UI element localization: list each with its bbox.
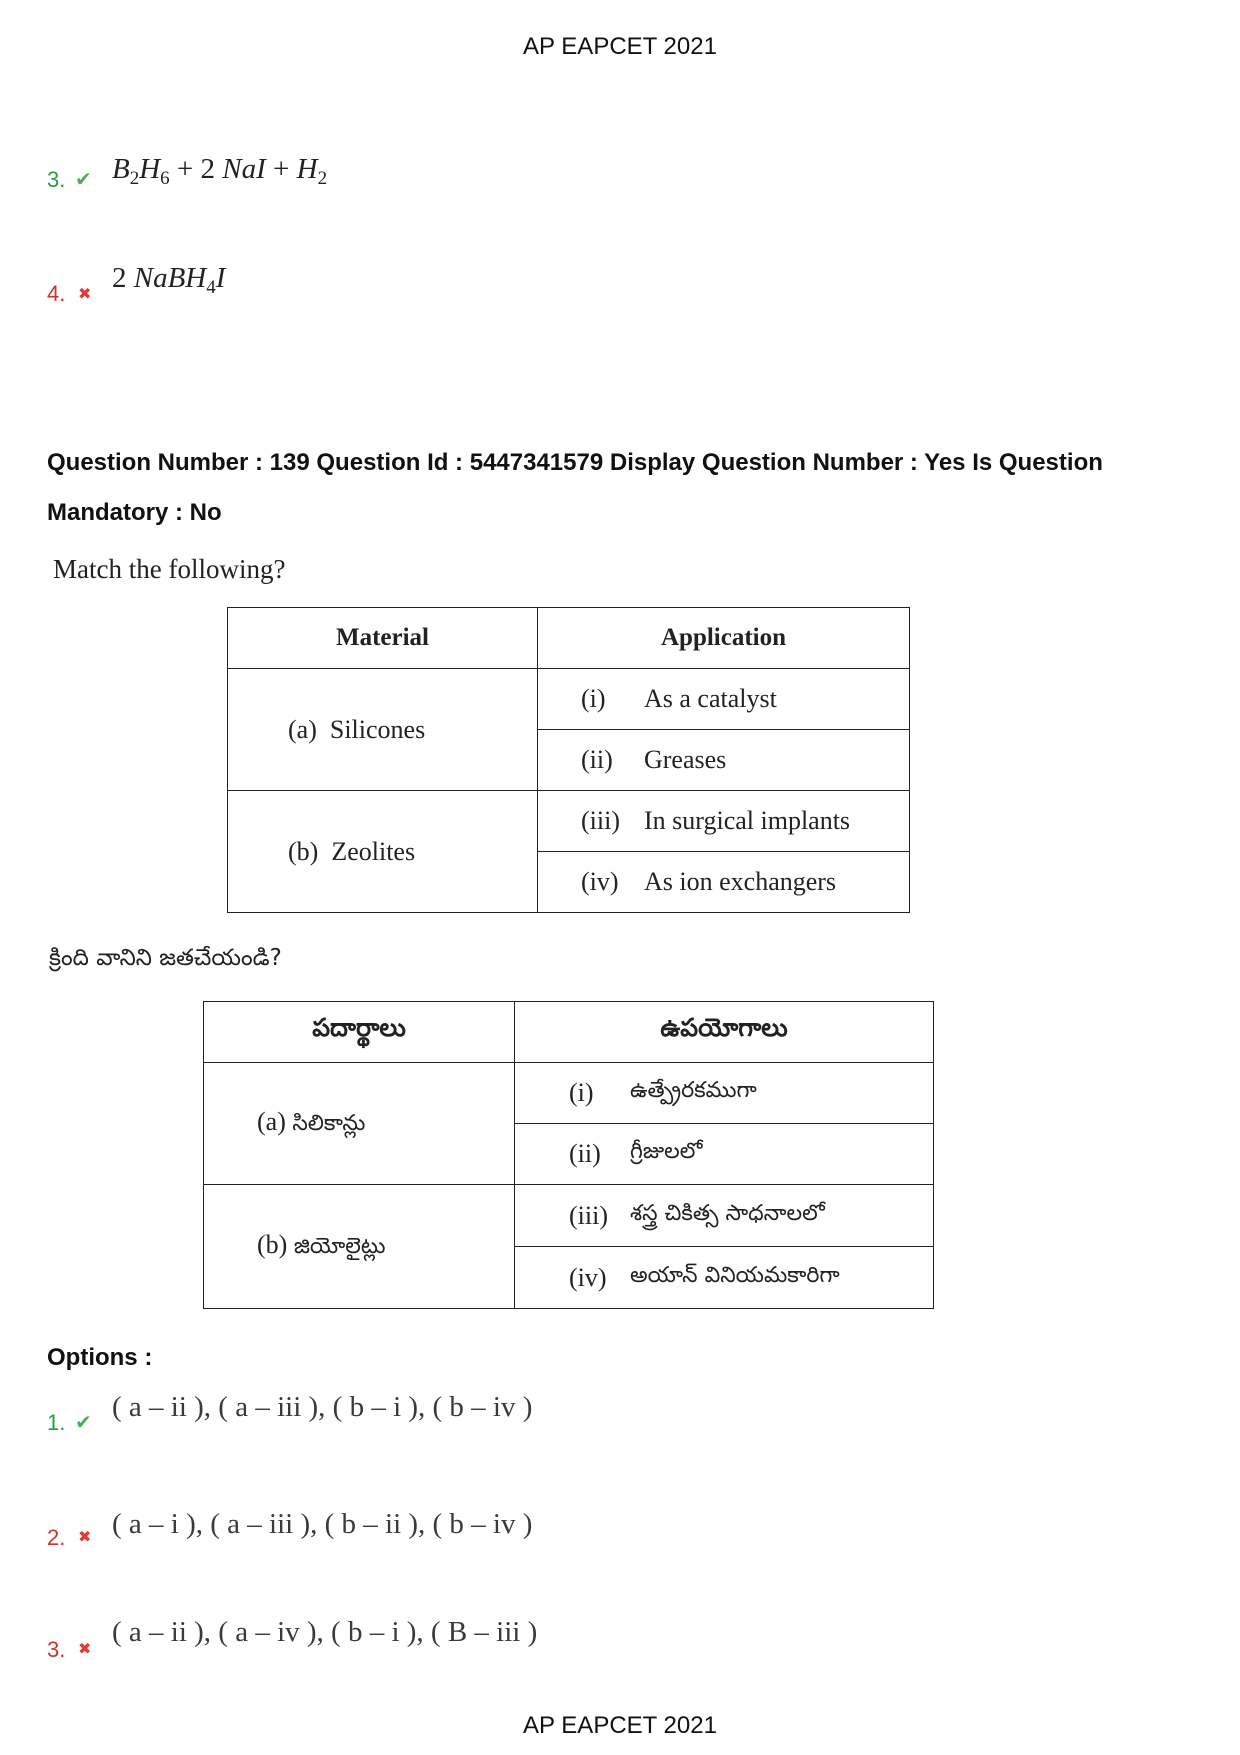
table-header: పదార్థాలు bbox=[204, 1002, 515, 1063]
formula-part: + 2 bbox=[169, 153, 223, 185]
application-label: (iv) bbox=[581, 867, 619, 896]
material-label: (b) bbox=[257, 1229, 288, 1259]
formula-subscript: 6 bbox=[160, 168, 170, 189]
application-text: In surgical implants bbox=[644, 806, 851, 835]
application-cell bbox=[538, 730, 910, 791]
option-text[interactable]: ( a – ii ), ( a – iii ), ( b – i ), ( b – iv ) bbox=[112, 1391, 533, 1423]
table-header: Material bbox=[228, 608, 538, 669]
check-icon: ✔ bbox=[75, 1410, 92, 1434]
material-name: Zeolites bbox=[331, 836, 416, 866]
option-formula bbox=[112, 152, 328, 189]
formula-part: NaI bbox=[222, 153, 266, 185]
material-name: సిలికాన్లు bbox=[292, 1110, 366, 1136]
material-label: (a) bbox=[257, 1106, 286, 1136]
option-text[interactable]: ( a – i ), ( a – iii ), ( b – ii ), ( b – iv ) bbox=[112, 1508, 533, 1540]
application-cell bbox=[538, 669, 910, 730]
material-name: జియోలైట్లు bbox=[293, 1233, 386, 1259]
option-formula bbox=[112, 261, 226, 298]
application-label: (ii) bbox=[569, 1139, 601, 1168]
application-label: (iii) bbox=[581, 806, 620, 835]
cross-icon: ✖ bbox=[78, 1527, 92, 1546]
application-text: As a catalyst bbox=[644, 684, 777, 713]
application-text: As ion exchangers bbox=[644, 867, 837, 896]
application-label: (i) bbox=[581, 684, 606, 713]
application-cell bbox=[515, 1185, 934, 1247]
application-label: (iii) bbox=[569, 1200, 608, 1230]
table-header: Application bbox=[538, 608, 910, 669]
material-cell bbox=[204, 1185, 515, 1309]
application-cell bbox=[515, 1124, 934, 1185]
application-cell bbox=[515, 1247, 934, 1309]
material-cell bbox=[228, 791, 538, 913]
formula-part: 2 bbox=[112, 262, 134, 294]
question-prompt-en: Match the following? bbox=[53, 554, 286, 584]
cross-icon: ✖ bbox=[78, 284, 92, 303]
formula-part: H bbox=[139, 153, 161, 185]
option-number: 1. bbox=[47, 1410, 66, 1435]
application-text: శస్త్ర చికిత్స సాధనాలలో bbox=[630, 1200, 825, 1226]
cross-icon: ✖ bbox=[78, 1639, 92, 1658]
question-meta: Question Number : 139 Question Id : 5447341579 Display Question Number : Yes Is Question bbox=[47, 449, 1103, 476]
material-name: Silicones bbox=[329, 714, 426, 744]
match-table-te bbox=[203, 1001, 934, 1309]
application-cell bbox=[538, 852, 910, 913]
material-label: (a) bbox=[288, 714, 317, 744]
formula-part: + bbox=[265, 153, 297, 185]
question-prompt-te: క్రింది వానిని జతచేయండి? bbox=[49, 945, 282, 971]
option-text[interactable]: ( a – ii ), ( a – iv ), ( b – i ), ( B – iii ) bbox=[112, 1616, 538, 1648]
material-label: (b) bbox=[288, 836, 319, 866]
application-label: (ii) bbox=[581, 745, 613, 774]
option-number: 2. bbox=[47, 1525, 66, 1550]
option-number: 4. bbox=[47, 281, 66, 306]
page-footer-title: AP EAPCET 2021 bbox=[523, 1712, 717, 1739]
application-label: (iv) bbox=[569, 1262, 607, 1292]
option-number: 3. bbox=[47, 1637, 66, 1662]
application-text: ఉత్ప్రేరకముగా bbox=[630, 1078, 757, 1103]
options-label: Options : bbox=[47, 1344, 153, 1371]
table-header: ఉపయోగాలు bbox=[515, 1002, 934, 1063]
formula-part: H bbox=[296, 153, 318, 185]
material-cell bbox=[204, 1063, 515, 1185]
match-table-en bbox=[227, 607, 910, 913]
formula-subscript: 2 bbox=[129, 168, 140, 189]
formula-subscript: 4 bbox=[206, 277, 216, 298]
formula-part: B bbox=[112, 153, 130, 185]
formula-part: NaBH bbox=[133, 262, 207, 294]
application-cell bbox=[538, 791, 910, 852]
page-header-title: AP EAPCET 2021 bbox=[523, 33, 717, 60]
application-text: Greases bbox=[644, 745, 727, 774]
question-meta: Mandatory : No bbox=[47, 499, 222, 526]
application-label: (i) bbox=[569, 1078, 594, 1107]
formula-subscript: 2 bbox=[317, 168, 328, 189]
option-number: 3. bbox=[47, 167, 66, 192]
material-cell bbox=[228, 669, 538, 791]
application-text: గ్రీజులలో bbox=[630, 1139, 703, 1164]
application-cell bbox=[515, 1063, 934, 1124]
formula-part: I bbox=[215, 262, 226, 294]
check-icon: ✔ bbox=[75, 167, 92, 191]
application-text: అయాన్ వినియమకారిగా bbox=[630, 1262, 840, 1288]
